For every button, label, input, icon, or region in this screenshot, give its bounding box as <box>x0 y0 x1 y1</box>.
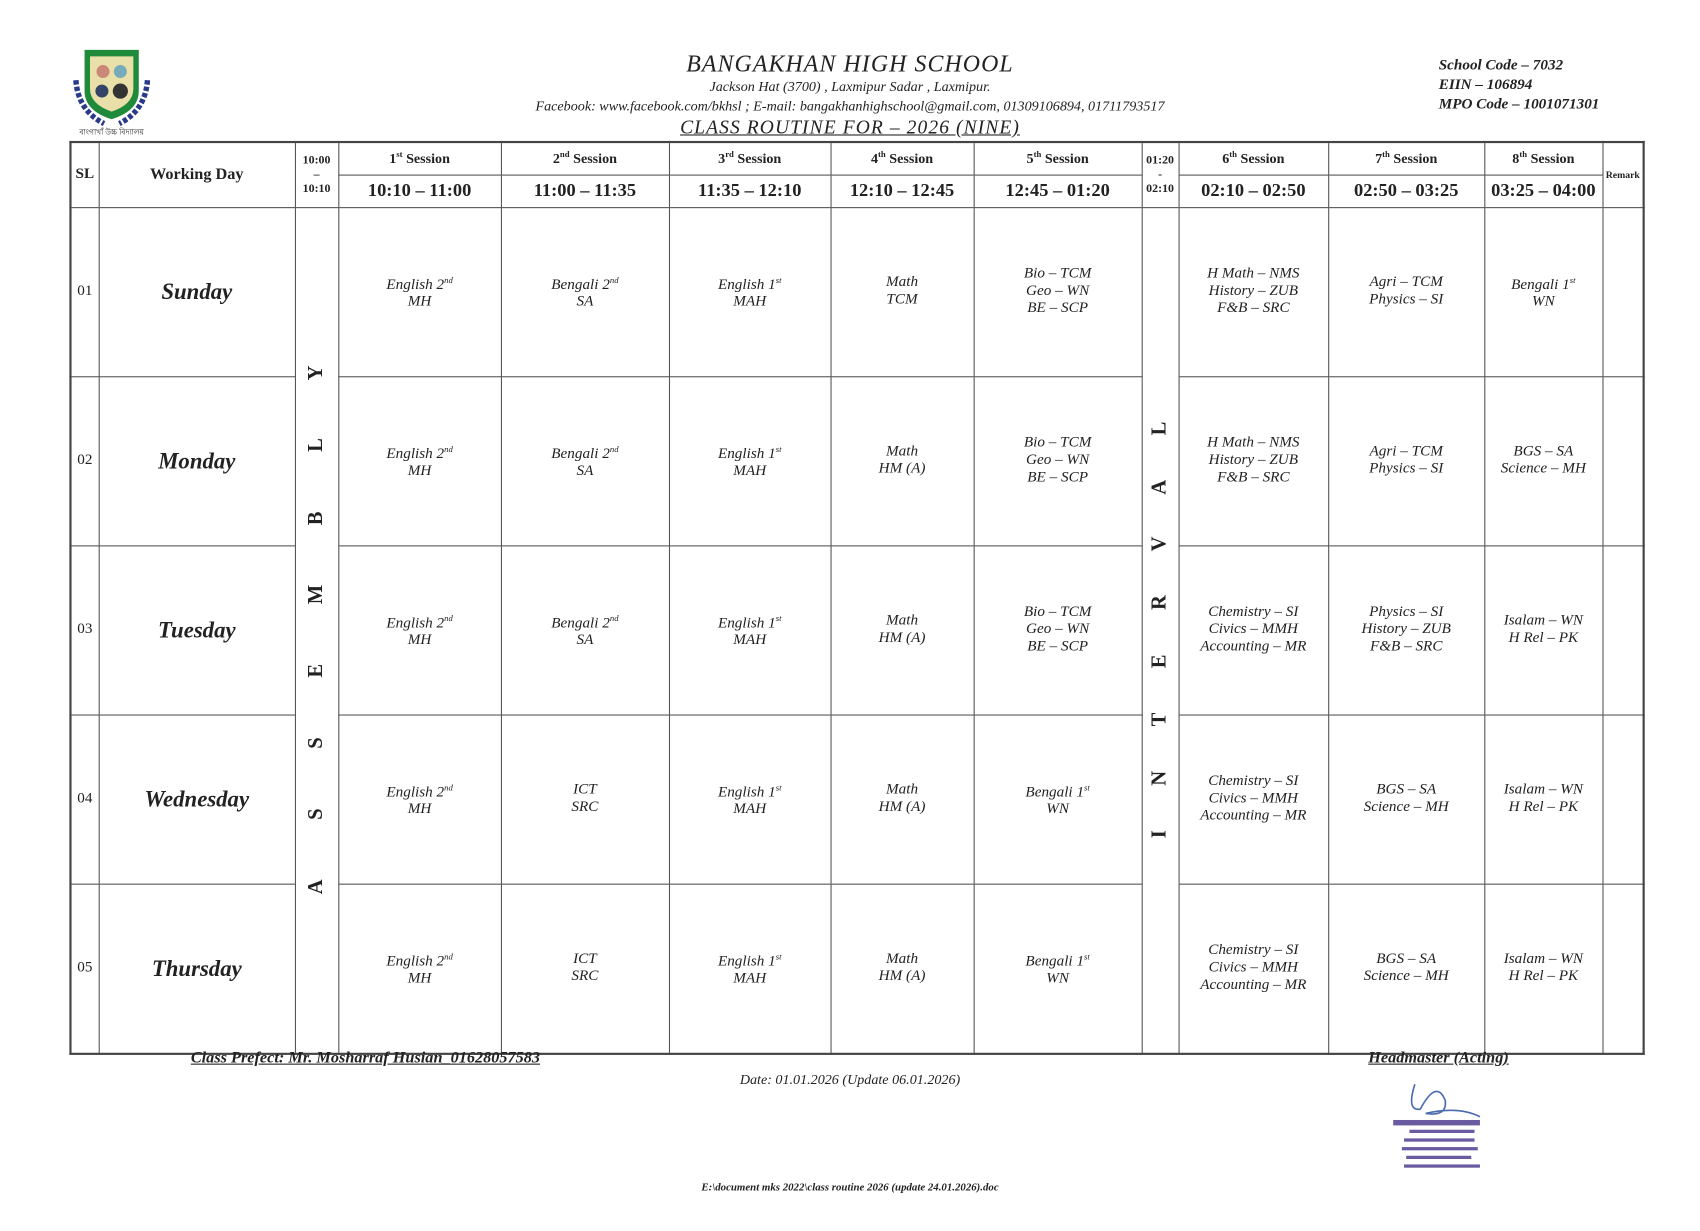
class-cell: Isalam – WN H Rel – PK <box>1484 545 1602 714</box>
session-header: 8th Session <box>1484 142 1602 175</box>
class-cell: Chemistry – SI Civics – MMH Accounting – MR <box>1179 884 1329 1054</box>
class-cell: Bengali 1st WN <box>974 714 1142 883</box>
session-time: 10:10 – 11:00 <box>338 175 501 208</box>
session-header: 5th Session <box>974 142 1142 175</box>
class-cell: English 2nd MH <box>338 545 501 714</box>
class-cell: ICT SRC <box>501 714 669 883</box>
class-cell: ICT SRC <box>501 884 669 1054</box>
session-header: 4th Session <box>830 142 973 175</box>
row-sl: 04 <box>70 714 98 883</box>
remark-cell <box>1602 207 1643 376</box>
headmaster-signature-stamp <box>1382 1079 1523 1171</box>
class-cell: English 1st MAH <box>669 376 831 545</box>
class-cell: Isalam – WN H Rel – PK <box>1484 884 1602 1054</box>
row-day: Tuesday <box>99 545 295 714</box>
remark-cell <box>1602 714 1643 883</box>
class-cell: English 1st MAH <box>669 714 831 883</box>
assembly-label-column-inner <box>295 208 337 1053</box>
assembly-time-header: 10:00 – 10:10 <box>295 142 338 207</box>
session-header: 6th Session <box>1179 142 1329 175</box>
class-cell: BGS – SA Science – MH <box>1484 376 1602 545</box>
class-cell: English 1st MAH <box>669 545 831 714</box>
remark-cell <box>1602 884 1643 1054</box>
school-name: BANGAKHAN HIGH SCHOOL <box>686 49 1014 77</box>
class-cell: Chemistry – SI Civics – MMH Accounting – MR <box>1179 545 1329 714</box>
interval-column <box>1142 207 1179 1053</box>
class-cell: English 2nd MH <box>338 884 501 1054</box>
session-time: 12:10 – 12:45 <box>830 175 973 208</box>
school-codes <box>1439 56 1600 115</box>
class-cell: Bio – TCM Geo – WN BE – SCP <box>974 376 1142 545</box>
remark-header: Remark <box>1602 142 1643 207</box>
class-cell: Bengali 2nd SA <box>501 207 669 376</box>
class-cell: English 2nd MH <box>338 714 501 883</box>
class-cell: Agri – TCM Physics – SI <box>1328 376 1484 545</box>
class-cell: Math TCM <box>830 207 973 376</box>
interval-label: INTERVAL <box>1148 377 1171 839</box>
session-time: 11:35 – 12:10 <box>669 175 831 208</box>
session-time: 02:50 – 03:25 <box>1328 175 1484 208</box>
remark-cell <box>1602 545 1643 714</box>
session-time: 02:10 – 02:50 <box>1179 175 1329 208</box>
class-cell: Chemistry – SI Civics – MMH Accounting – MR <box>1179 714 1329 883</box>
row-day: Wednesday <box>99 714 295 883</box>
class-cell: BGS – SA Science – MH <box>1328 714 1484 883</box>
assembly-column <box>295 207 338 1053</box>
remark-cell <box>1602 376 1643 545</box>
row-day: Monday <box>99 376 295 545</box>
class-cell: English 1st MAH <box>669 884 831 1054</box>
class-cell: Math HM (A) <box>830 884 973 1054</box>
session-header: 2nd Session <box>501 142 669 175</box>
mpo-code: MPO Code – 1001071301 <box>1438 96 1600 113</box>
session-header: 1st Session <box>338 142 501 175</box>
class-cell: English 1st MAH <box>669 207 831 376</box>
row-day: Thursday <box>99 884 295 1054</box>
session-header: 7th Session <box>1328 142 1484 175</box>
class-cell: Bengali 1st WN <box>1484 207 1602 376</box>
class-cell: English 2nd MH <box>338 207 501 376</box>
assembly-label: ASSEMBLY <box>304 305 328 895</box>
routine-title: CLASS ROUTINE FOR – 2026 (NINE) <box>680 116 1020 138</box>
class-cell: Math HM (A) <box>830 714 973 883</box>
svg-text:বাংগাখাঁ উচ্চ বিদ্যালয়: বাংগাখাঁ উচ্চ বিদ্যালয় <box>79 127 145 137</box>
class-prefect: Class Prefect: Mr. Mosharraf Husian_01628057583 <box>190 1049 541 1067</box>
session-header: 3rd Session <box>669 142 831 175</box>
class-cell: Bio – TCM Geo – WN BE – SCP <box>974 207 1142 376</box>
sl-header: SL <box>70 142 98 207</box>
eiin: EIIN – 106894 <box>1438 76 1533 94</box>
school-code: School Code – 7032 <box>1438 57 1564 74</box>
session-time: 03:25 – 04:00 <box>1484 175 1602 208</box>
class-cell: Math HM (A) <box>830 376 973 545</box>
session-time: 11:00 – 11:35 <box>501 175 669 208</box>
class-cell: Agri – TCM Physics – SI <box>1328 207 1484 376</box>
class-cell: Bio – TCM Geo – WN BE – SCP <box>974 545 1142 714</box>
class-cell: H Math – NMS History – ZUB F&B – SRC <box>1179 207 1329 376</box>
row-day: Sunday <box>99 207 295 376</box>
row-sl: 03 <box>70 545 98 714</box>
class-cell: Physics – SI History – ZUB F&B – SRC <box>1328 545 1484 714</box>
school-address: Jackson Hat (3700) , Laxmipur Sadar , Laxmipur. <box>709 78 991 95</box>
class-cell: English 2nd MH <box>338 376 501 545</box>
headmaster-label: Headmaster (Acting) <box>1368 1049 1509 1067</box>
school-contact: Facebook: www.facebook.com/bkhsl ; E-mail: bangakhanhighschool@gmail.com, 01309106894, 01711793517 <box>535 97 1165 114</box>
class-cell: Bengali 2nd SA <box>501 545 669 714</box>
class-cell: Bengali 1st WN <box>974 884 1142 1054</box>
table-row <box>70 207 1643 376</box>
working-day-header: Working Day <box>99 142 295 207</box>
class-cell: Bengali 2nd SA <box>501 376 669 545</box>
row-sl: 02 <box>70 376 98 545</box>
class-cell: BGS – SA Science – MH <box>1328 884 1484 1054</box>
row-sl: 01 <box>70 207 98 376</box>
file-path: E:\document mks 2022\class routine 2026 (update 24.01.2026).doc <box>701 1181 999 1194</box>
session-time: 12:45 – 01:20 <box>974 175 1142 208</box>
class-cell: Isalam – WN H Rel – PK <box>1484 714 1602 883</box>
routine-table <box>69 141 1644 1054</box>
interval-time-header: 01:20 - 02:10 <box>1142 142 1179 207</box>
interval-label-column-inner <box>1142 208 1178 1053</box>
class-cell: Math HM (A) <box>830 545 973 714</box>
routine-date: Date: 01.01.2026 (Update 06.01.2026) <box>739 1071 961 1088</box>
class-cell: H Math – NMS History – ZUB F&B – SRC <box>1179 376 1329 545</box>
row-sl: 05 <box>70 884 98 1054</box>
